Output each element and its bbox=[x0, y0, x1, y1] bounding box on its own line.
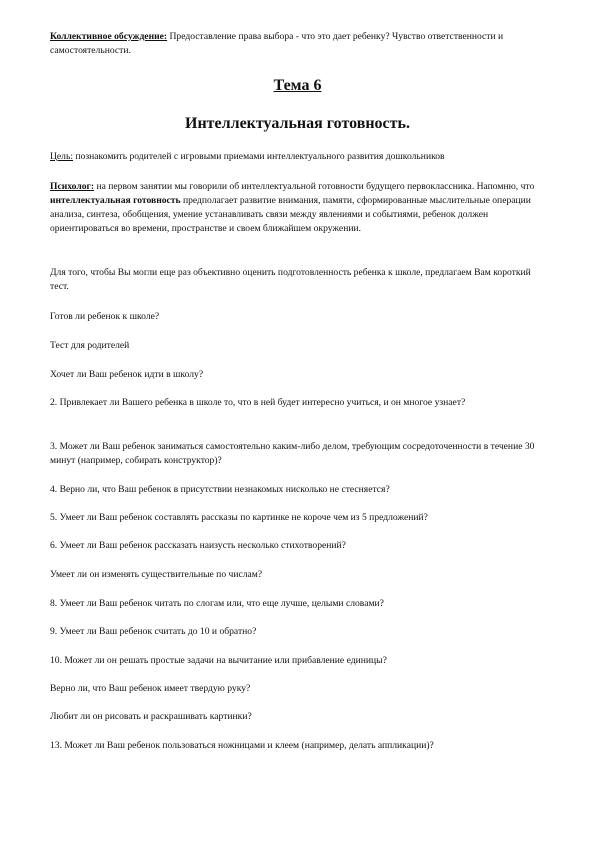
goal-text: познакомить родителей с игровыми приемами интеллектуального развития дошкольников bbox=[73, 151, 445, 162]
question-item: 5. Умеет ли Ваш ребенок составлять рассказы по картинке не короче чем из 5 предложений? bbox=[50, 512, 428, 523]
discussion-text: Предоставление права выбора - что это дает ребенку? Чувство ответственности и самостоятельности. bbox=[50, 31, 504, 56]
question-item: 10. Может ли он решать простые задачи на вычитание или прибавление единицы? bbox=[50, 655, 387, 666]
psychologist-text-a: на первом занятии мы говорили об интеллектуальной готовности будущего первоклассника. Напомню, что bbox=[94, 181, 535, 192]
question-item: Хочет ли Ваш ребенок идти в школу? bbox=[50, 369, 204, 380]
test-title: Готов ли ребенок к школе? bbox=[50, 311, 160, 322]
goal-paragraph bbox=[50, 150, 550, 164]
question-item: 6. Умеет ли Ваш ребенок рассказать наизусть несколько стихотворений? bbox=[50, 540, 346, 551]
question-item: Умеет ли он изменять существительные по числам? bbox=[50, 569, 263, 580]
question-item: 3. Может ли Ваш ребенок заниматься самостоятельно каким-либо делом, требующим сосредоточенности в течение 30 минут (например, собирать конструктор)? bbox=[50, 441, 535, 466]
test-subtitle: Тест для родителей bbox=[50, 340, 130, 351]
discussion-paragraph bbox=[50, 30, 550, 58]
intro-paragraph: Для того, чтобы Вы могли еще раз объективно оценить подготовленность ребенка к школе, предлагаем Вам короткий тест. bbox=[50, 267, 531, 292]
discussion-label: Коллективное обсуждение: bbox=[50, 31, 168, 42]
psychologist-bold-term: интеллектуальная готовность bbox=[50, 195, 181, 206]
psychologist-label: Психолог: bbox=[50, 181, 95, 192]
question-item: 9. Умеет ли Ваш ребенок считать до 10 и обратно? bbox=[50, 626, 257, 637]
section-heading: Интеллектуальная готовность. bbox=[185, 115, 410, 132]
question-item: 4. Верно ли, что Ваш ребенок в присутствии незнакомых нисколько не стесняется? bbox=[50, 484, 390, 495]
question-item: 2. Привлекает ли Вашего ребенка в школе то, что в ней будет интересно учиться, и он многое узнает? bbox=[50, 397, 466, 408]
question-item: Верно ли, что Ваш ребенок имеет твердую руку? bbox=[50, 683, 251, 694]
goal-label: Цель: bbox=[50, 151, 74, 162]
question-item: 13. Может ли Ваш ребенок пользоваться ножницами и клеем (например, делать аппликации)? bbox=[50, 740, 434, 751]
psychologist-paragraph bbox=[50, 180, 550, 236]
topic-title: Тема 6 bbox=[273, 77, 322, 94]
question-item: Любит ли он рисовать и раскрашивать картинки? bbox=[50, 711, 252, 722]
psychologist-text-b: предполагает развитие внимания, памяти, сформированные мыслительные операции анализа, синтеза, обобщения, умение устанавливать связи между явлениями и событиями, ребенок должен ориентироваться во времени, пространстве и своем ближайшем окружении. bbox=[50, 195, 531, 234]
question-item: 8. Умеет ли Ваш ребенок читать по слогам или, что еще лучше, целыми словами? bbox=[50, 598, 384, 609]
